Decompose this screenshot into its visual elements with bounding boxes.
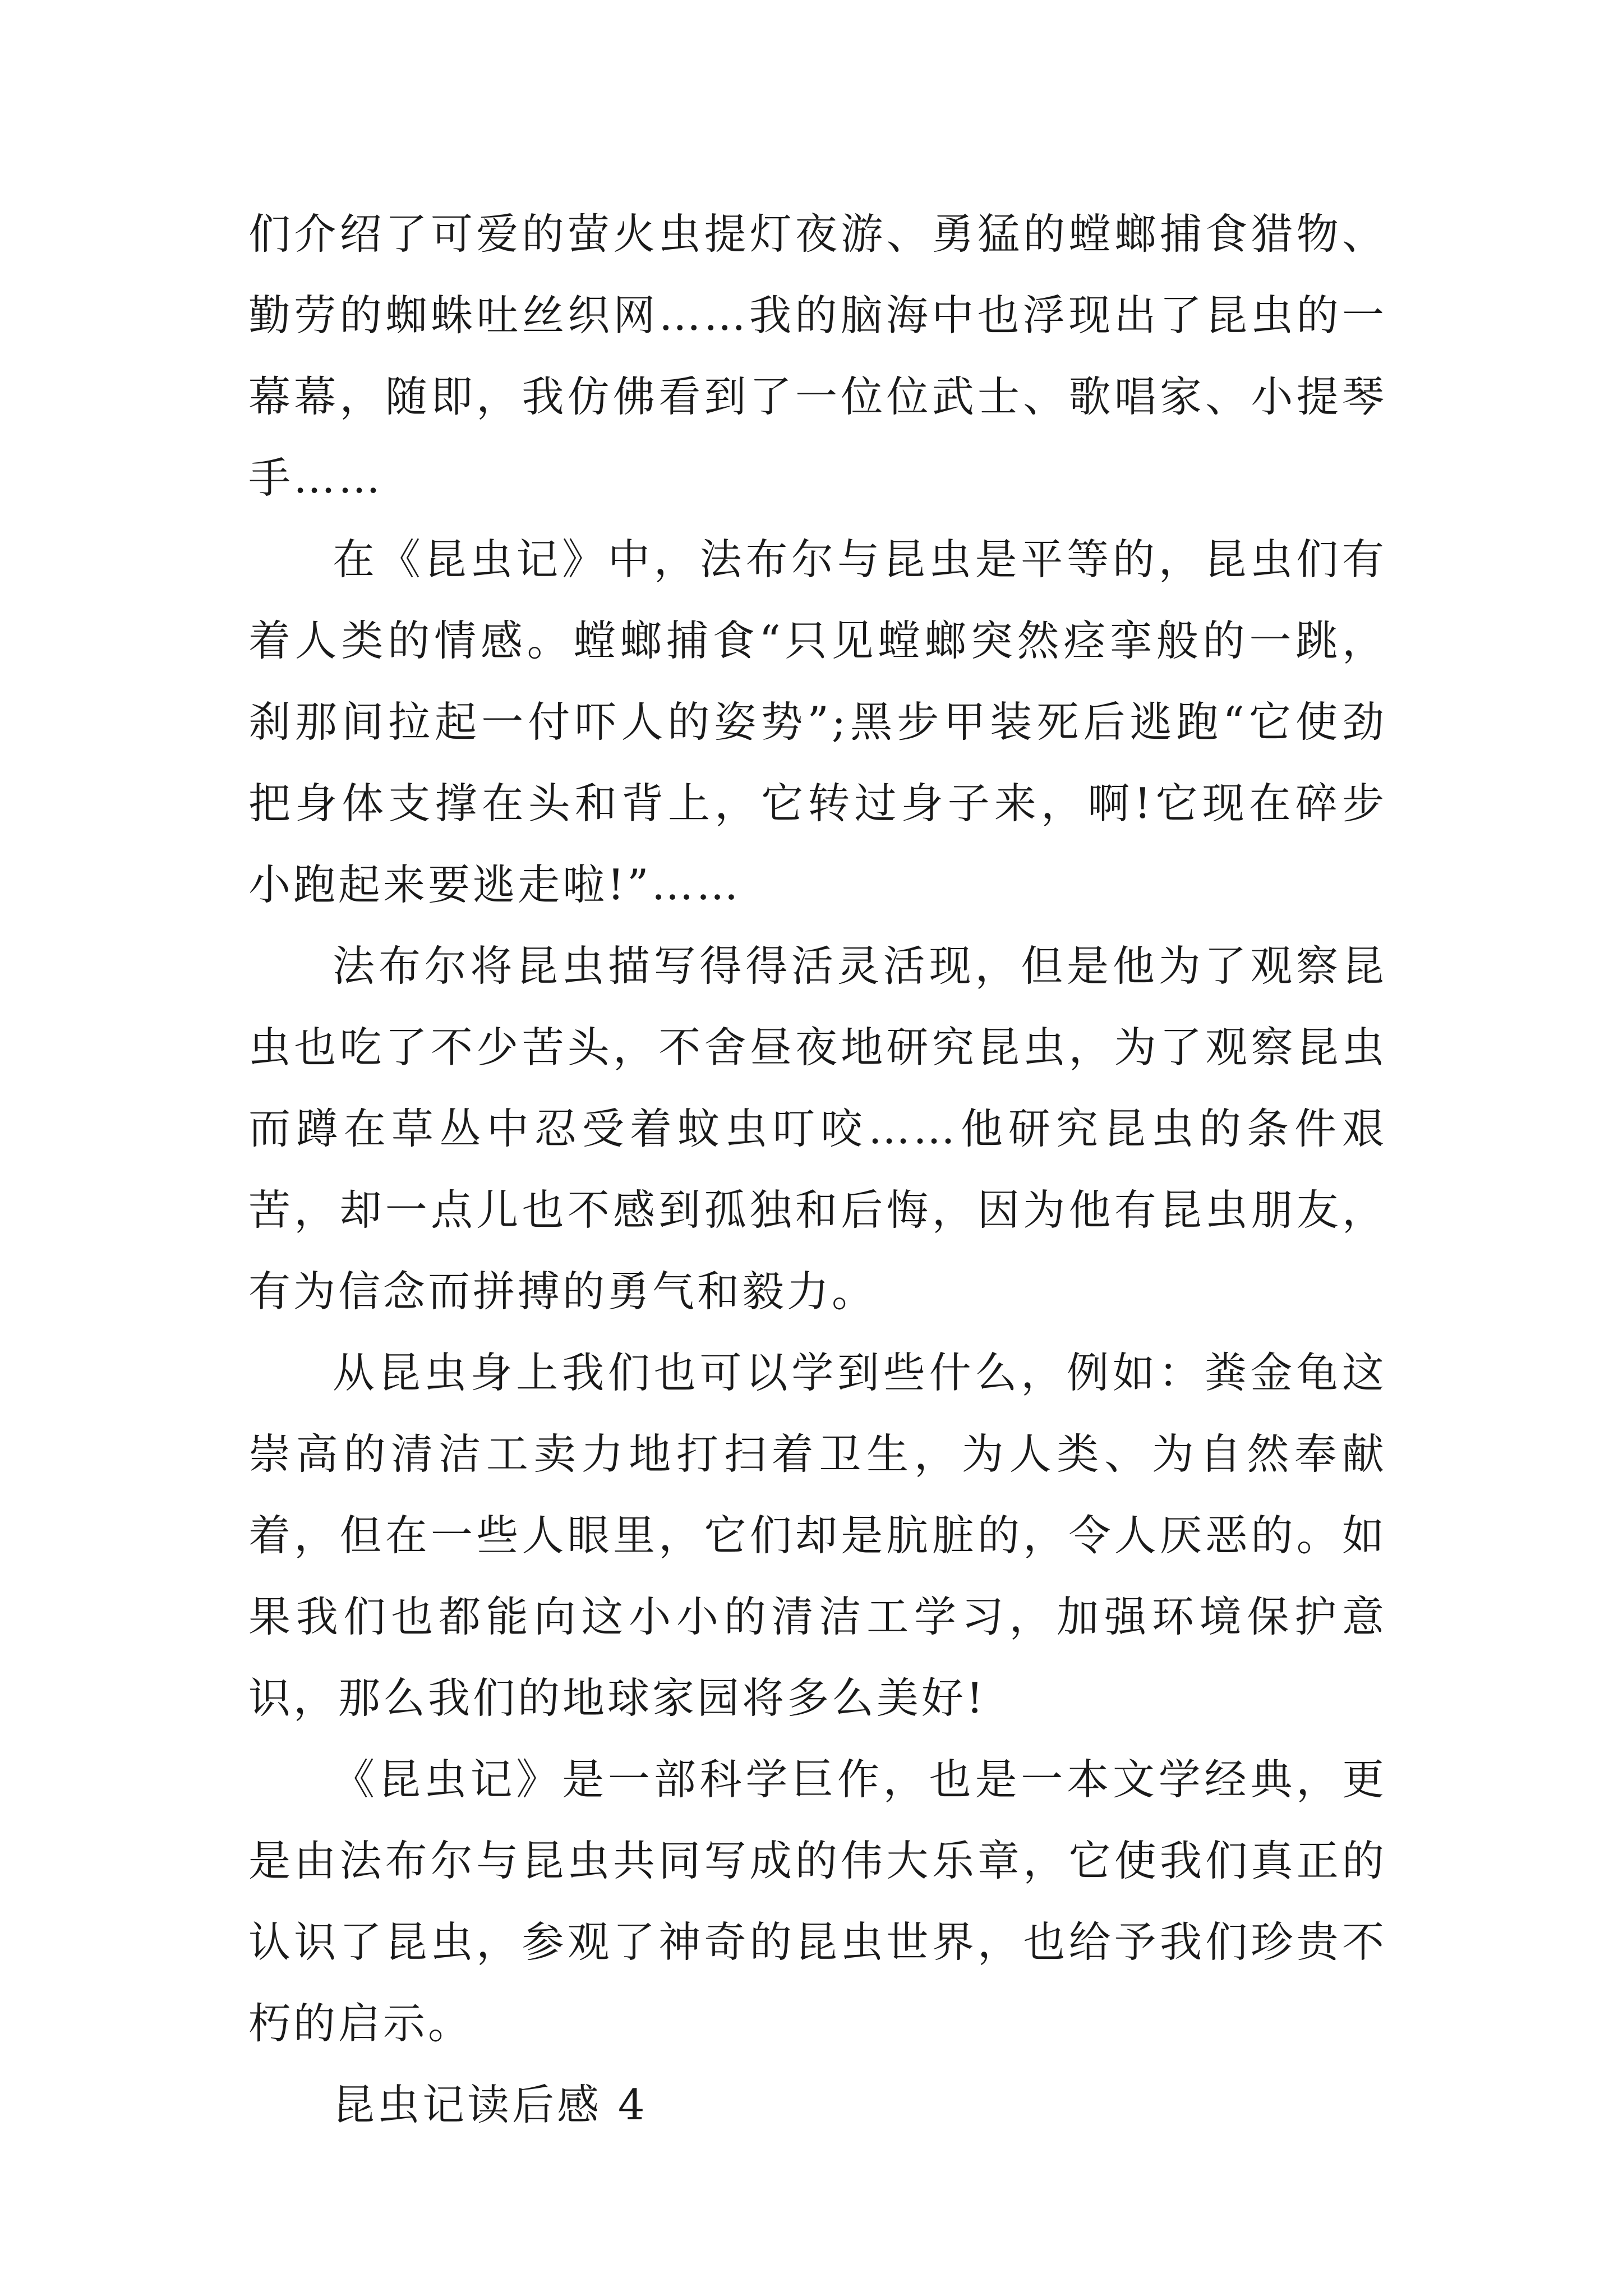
paragraph-equality: 在《昆虫记》中，法布尔与昆虫是平等的，昆虫们有着人类的情感。螳螂捕食“只见螳螂突然痉挛般的一跳，刹那间拉起一付吓人的姿势”;黑步甲装死后逃跑“它使劲把身体支撑在头和背上，它转过身子来，啊!它现在碎步小跑起来要逃走啦!”…… [248,535,1387,909]
document-body [248,194,1387,2146]
paragraph-continuation: 们介绍了可爱的萤火虫提灯夜游、勇猛的螳螂捕食猎物、勤劳的蜘蛛吐丝织网……我的脑海中也浮现出了昆虫的一幕幕，随即，我仿佛看到了一位位武士、歌唱家、小提琴手…… [248,209,1387,503]
paragraph-lessons: 从昆虫身上我们也可以学到些什么，例如：粪金龟这崇高的清洁工卖力地打扫着卫生，为人类、为自然奉献着，但在一些人眼里，它们却是肮脏的，令人厌恶的。如果我们也都能向这小小的清洁工学习，加强环境保护意识，那么我们的地球家园将多么美好! [248,1348,1387,1723]
paragraph-fabre-research: 法布尔将昆虫描写得得活灵活现，但是他为了观察昆虫也吃了不少苦头，不舍昼夜地研究昆虫，为了观察昆虫而蹲在草丛中忍受着蚊虫叮咬……他研究昆虫的条件艰苦，却一点儿也不感到孤独和后悔，因为他有昆虫朋友，有为信念而拼搏的勇气和毅力。 [248,941,1387,1316]
paragraph-conclusion: 《昆虫记》是一部科学巨作，也是一本文学经典，更是由法布尔与昆虫共同写成的伟大乐章，它使我们真正的认识了昆虫，参观了神奇的昆虫世界，也给予我们珍贵不朽的启示。 [248,1755,1387,2048]
section-heading: 昆虫记读后感 4 [333,2080,648,2129]
